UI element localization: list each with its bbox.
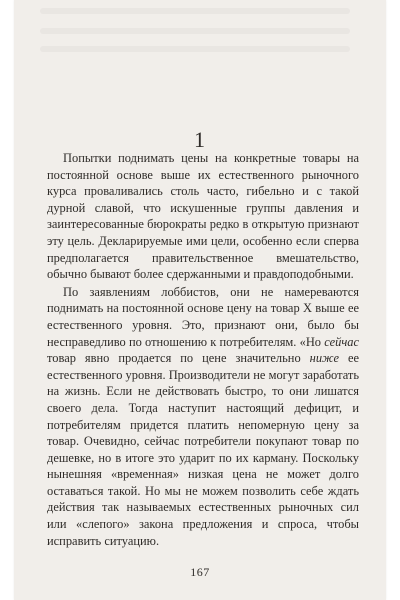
text-run: ее естественного уровня. Производители не могут заработать на жизнь. Если не действовать быстро, то они лишатся своего дела. Тогда наступит настоящий дефицит, и потребителям придется платить непомерную цену за товар. Очевидно, сейчас потребители покупают товар по дешевке, но в итоге это ударит по их карману. Поскольку нынешняя «временная» низкая цена не может долго оставаться такой. Но мы не можем позволить себе ждать действия так называемых естественных рыночных сил или «слепого» закона предложения и спроса, чтобы исправить ситуацию.	[47, 351, 360, 548]
page-number: 167	[190, 565, 210, 579]
bleed-through-line	[40, 46, 350, 52]
text-run: товар явно продается по цене значительно	[47, 351, 310, 366]
emphasis-text: сейчас	[324, 334, 359, 349]
bleed-through-line	[40, 8, 350, 14]
bleed-through-line	[40, 28, 350, 34]
body-text	[47, 150, 359, 549]
emphasis-text: ниже	[309, 351, 339, 366]
paragraph	[47, 150, 359, 283]
paragraph	[47, 284, 359, 550]
chapter-number: 1	[194, 127, 206, 152]
text-run: По заявлениям лоббистов, они не намереваются поднимать на постоянной основе цену на товар X выше ее естественного уровня. Это, признают они, было бы несправедливо по отношению к потребителям. «Но	[47, 284, 359, 349]
book-page	[14, 0, 386, 600]
text-run: Попытки поднимать цены на конкретные товары на постоянной основе выше их естественного рыночного курса проваливались столь часто, гибельно и с такой дурной славой, что искушенные группы давления и заинтересованные бюрократы редко в открытую признают эту цель. Декларируемые ими цели, особенно если сперва предполагается правительственное вмешательство, обычно бывают более сдержанными и правдоподобными.	[47, 151, 359, 282]
